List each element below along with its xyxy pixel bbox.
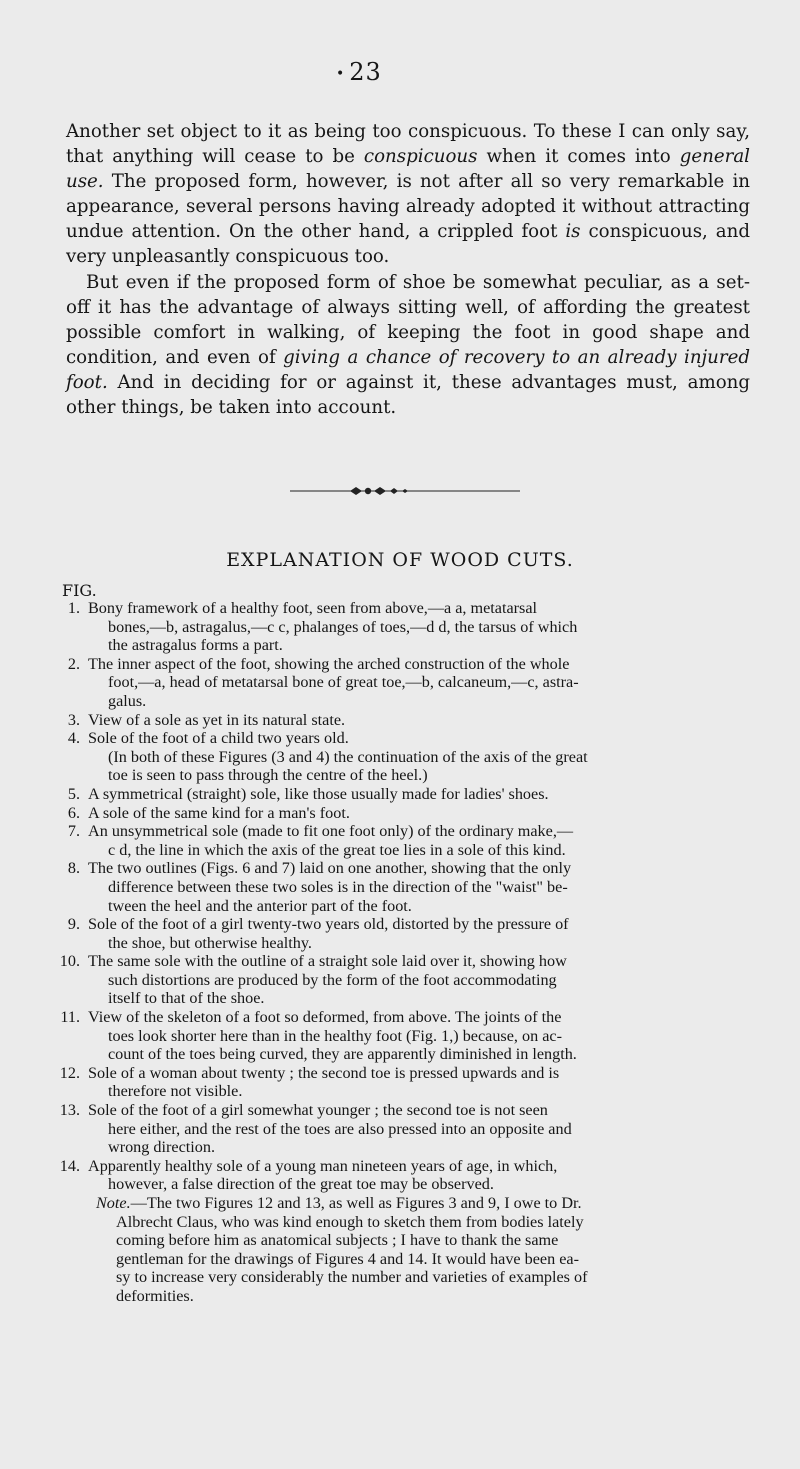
figure-description-continuation: bones,—b, astragalus,—c c, phalanges of toes,—d d, the tarsus of which xyxy=(108,617,578,636)
figure-note-continuation: Albrecht Claus, who was kind enough to sketch them from bodies lately xyxy=(116,1212,584,1231)
figure-description-continuation: (In both of these Figures (3 and 4) the continuation of the axis of the great xyxy=(108,747,588,766)
figure-description-continuation: itself to that of the shoe. xyxy=(108,989,265,1008)
figure-description-continuation: such distortions are produced by the form of the foot accommodating xyxy=(108,970,557,989)
figure-description-line: The two outlines (Figs. 6 and 7) laid on one another, showing that the only xyxy=(88,859,572,878)
figure-note-continuation: gentleman for the drawings of Figures 4 and 14. It would have been ea- xyxy=(116,1249,580,1268)
figure-description-continuation: foot,—a, head of metatarsal bone of great toe,—b, calcaneum,—c, astra- xyxy=(108,673,579,692)
figure-entry xyxy=(58,1064,758,1101)
figure-entry xyxy=(58,822,758,859)
figure-entry xyxy=(58,1101,758,1157)
figure-description-continuation: wrong direction. xyxy=(108,1138,215,1157)
figure-number: 6. xyxy=(67,803,80,822)
figure-note-line: —The two Figures 12 and 13, as well as Figures 3 and 9, I owe to Dr. xyxy=(130,1194,582,1212)
figure-number: 2. xyxy=(67,654,80,673)
figure-list xyxy=(58,599,758,1306)
figure-number: 3. xyxy=(67,710,80,729)
paragraph-1-text-b: when it comes into xyxy=(477,146,680,168)
figure-description-continuation: tween the heel and the anterior part of the foot. xyxy=(108,896,412,915)
figure-description-continuation: galus. xyxy=(108,691,147,710)
body-text xyxy=(66,119,750,420)
figure-note-continuation: deformities. xyxy=(116,1286,194,1305)
figure-description-line: Sole of the foot of a girl twenty-two years old, distorted by the pressure of xyxy=(88,915,569,934)
figure-description xyxy=(88,599,758,655)
figure-description-line: An unsymmetrical sole (made to fit one foot only) of the ordinary make,— xyxy=(88,822,574,841)
figure-description xyxy=(88,915,758,952)
figure-description xyxy=(88,859,758,915)
figure-description xyxy=(88,952,758,1008)
figure-description-line: Sole of a woman about twenty ; the second toe is pressed upwards and is xyxy=(88,1063,560,1082)
paragraph-1-emphasis-3: is xyxy=(565,221,581,243)
section-heading: EXPLANATION OF WOOD CUTS. xyxy=(226,549,574,571)
figure-description-continuation: however, a false direction of the great toe may be observed. xyxy=(108,1175,494,1194)
figure-description-line: The inner aspect of the foot, showing the arched construction of the whole xyxy=(88,654,570,673)
figure-note-continuation: coming before him as anatomical subjects ; I have to thank the same xyxy=(116,1231,559,1250)
paragraph-1-text-d: conspicuous, and very unpleasantly conspicuous too. xyxy=(66,221,750,268)
figure-entry xyxy=(58,711,758,730)
page-number xyxy=(336,58,382,86)
figure-number: 4. xyxy=(67,729,80,748)
figure-description xyxy=(88,655,758,711)
figure-description xyxy=(88,785,758,804)
figure-column-label: FIG. xyxy=(62,581,97,600)
figure-description-continuation: the astragalus forms a part. xyxy=(108,636,283,655)
paragraph-1-emphasis-2: general use. xyxy=(66,146,750,193)
figure-note-continuation: sy to increase very considerably the number and varieties of examples of xyxy=(116,1268,588,1287)
figure-number: 7. xyxy=(67,822,80,841)
page-number-value: 23 xyxy=(349,58,382,86)
paragraph-1-text-a: Another set object to it as being too conspicuous. To these I can only say, that anything will cease to be xyxy=(66,121,750,168)
figure-number: 12. xyxy=(59,1063,80,1082)
figure-description-continuation: the shoe, but otherwise healthy. xyxy=(108,933,312,952)
figure-description-continuation: therefore not visible. xyxy=(108,1082,243,1101)
figure-entry xyxy=(58,1008,758,1064)
figure-note-body xyxy=(96,1194,758,1306)
paragraph-1-emphasis-1: conspicuous xyxy=(363,146,478,168)
figure-description xyxy=(88,804,758,823)
figure-entry xyxy=(58,655,758,711)
paragraph-2 xyxy=(66,270,750,421)
figure-description xyxy=(88,1064,758,1101)
figure-description-continuation: count of the toes being curved, they are apparently diminished in length. xyxy=(108,1045,577,1064)
figure-description xyxy=(88,1008,758,1064)
figure-description-line: View of a sole as yet in its natural state. xyxy=(88,710,346,729)
figure-entry xyxy=(58,599,758,655)
figure-description-line: Apparently healthy sole of a young man nineteen years of age, in which, xyxy=(88,1156,558,1175)
figure-description xyxy=(88,729,758,785)
figure-entry xyxy=(58,804,758,823)
page-number-mark: • xyxy=(336,65,346,82)
paragraph-2-text-b: And in deciding for or against it, these advantages must, among other things, be taken into account. xyxy=(66,371,750,419)
figure-description-continuation: toe is seen to pass through the centre of the heel.) xyxy=(108,766,428,785)
figure-description xyxy=(88,1157,758,1194)
figure-description-line: Sole of the foot of a child two years old. xyxy=(88,729,349,748)
figure-entry xyxy=(58,1157,758,1194)
paragraph-1 xyxy=(66,119,750,270)
paragraph-2-emphasis-1: giving a chance of recovery to an already injured foot. xyxy=(66,346,750,393)
figure-number: 13. xyxy=(59,1101,80,1120)
figure-description-line: A sole of the same kind for a man's foot. xyxy=(88,803,350,822)
figure-description-continuation: c d, the line in which the axis of the great toe lies in a sole of this kind. xyxy=(108,840,566,859)
figure-description-line: Bony framework of a healthy foot, seen from above,—a a, metatarsal xyxy=(88,599,538,617)
figure-description xyxy=(88,711,758,730)
ornamental-divider xyxy=(290,485,520,497)
figure-entry xyxy=(58,785,758,804)
figure-description xyxy=(88,822,758,859)
figure-description-continuation: toes look shorter here than in the healthy foot (Fig. 1,) because, on ac- xyxy=(108,1026,563,1045)
figure-note xyxy=(58,1194,758,1306)
figure-number: 5. xyxy=(67,784,80,803)
figure-description-continuation: difference between these two soles is in the direction of the "waist" be- xyxy=(108,877,568,896)
figure-description-continuation: here either, and the rest of the toes are also pressed into an opposite and xyxy=(108,1119,572,1138)
paragraph-2-text-a: But even if the proposed form of shoe be somewhat peculiar, as a set-off it has the advantage of always sitting well, of affording the greatest possible comfort in walking, of keeping the foot in good shape and condition, and even of xyxy=(66,271,750,368)
figure-entry xyxy=(58,859,758,915)
paragraph-1-text-c: The proposed form, however, is not after all so very remarkable in appearance, several persons having already adopted it without attracting undue attention. On the other hand, a crippled foot xyxy=(66,171,750,243)
figure-description-line: The same sole with the outline of a straight sole laid over it, showing how xyxy=(88,952,567,971)
figure-number: 1. xyxy=(67,599,80,617)
figure-description-line: View of the skeleton of a foot so deformed, from above. The joints of the xyxy=(88,1008,562,1027)
figure-number: 11. xyxy=(60,1008,80,1027)
figure-description-line: Sole of the foot of a girl somewhat younger ; the second toe is not seen xyxy=(88,1101,548,1120)
figure-description-line: A symmetrical (straight) sole, like those usually made for ladies' shoes. xyxy=(88,784,549,803)
figure-number: 9. xyxy=(67,915,80,934)
figure-number: 8. xyxy=(67,859,80,878)
figure-entry xyxy=(58,729,758,785)
figure-entry xyxy=(58,915,758,952)
figure-number: 14. xyxy=(59,1156,80,1175)
figure-number: 10. xyxy=(59,952,80,971)
figure-entry xyxy=(58,952,758,1008)
figure-description xyxy=(88,1101,758,1157)
figure-note-label: Note. xyxy=(96,1194,131,1212)
